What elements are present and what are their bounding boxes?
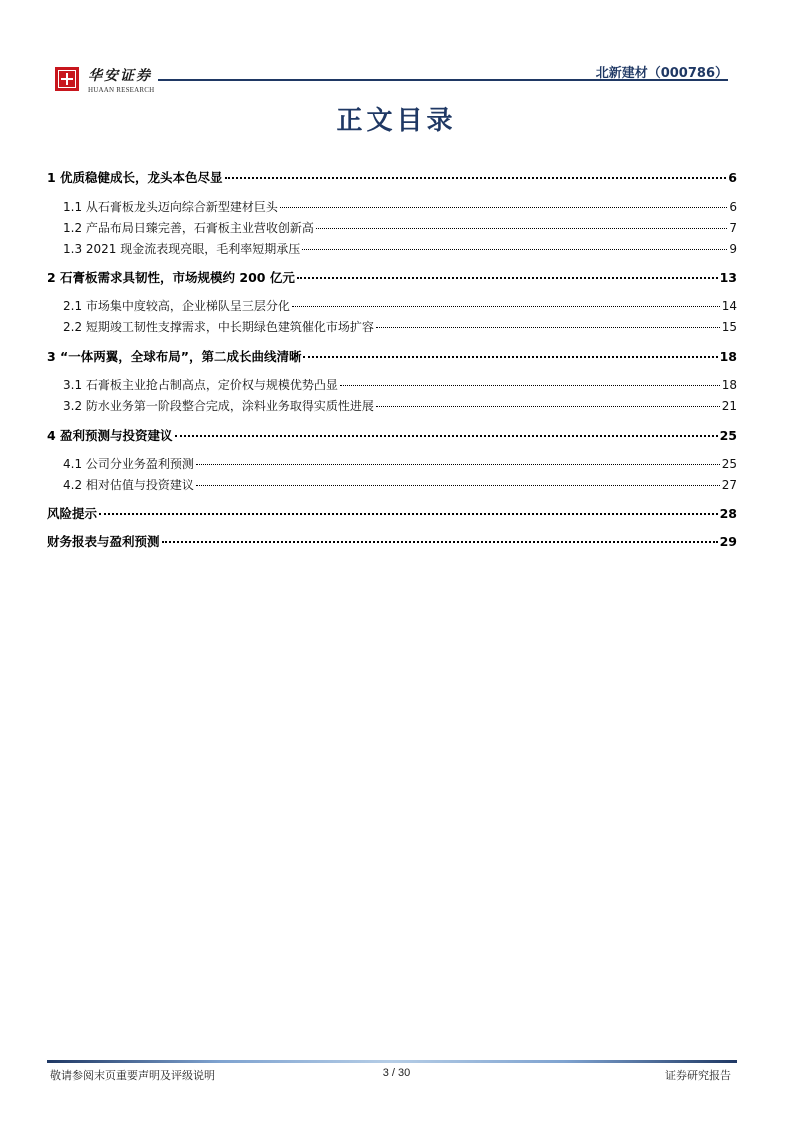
toc-entry-3-1[interactable] [47, 376, 737, 393]
page-indicator: 3 / 30 [382, 1067, 411, 1079]
toc-entry-2-1[interactable] [47, 297, 737, 314]
toc-label: 4.2 相对估值与投资建议 [63, 478, 194, 492]
page-header [0, 0, 793, 100]
dot-leader [280, 207, 727, 208]
toc-entry-financials[interactable] [47, 532, 737, 550]
dot-leader [175, 435, 718, 437]
dot-leader [297, 277, 718, 279]
footer-disclaimer: 敬请参阅末页重要声明及评级说明 [50, 1069, 215, 1082]
toc-page: 13 [719, 270, 737, 285]
toc-label: 1.1 从石膏板龙头迈向综合新型建材巨头 [63, 200, 278, 214]
toc-page: 29 [719, 534, 737, 549]
dot-leader [376, 327, 720, 328]
huaan-logo-icon [55, 67, 79, 91]
toc-label: 2.1 市场集中度较高，企业梯队呈三层分化 [63, 299, 290, 313]
toc-entry-1-3[interactable] [47, 240, 737, 257]
toc-label: 3.2 防水业务第一阶段整合完成，涂料业务取得实质性进展 [63, 399, 374, 413]
toc-entry-4-2[interactable] [47, 476, 737, 493]
toc-page: 14 [721, 299, 737, 313]
toc-label: 4.1 公司分业务盈利预测 [63, 457, 194, 471]
toc-label: 1.3 2021 现金流表现亮眼，毛利率短期承压 [63, 242, 301, 256]
toc-label: 3 “一体两翼，全球布局”，第二成长曲线清晰 [47, 349, 302, 364]
dot-leader [376, 406, 720, 407]
toc-page: 25 [719, 428, 737, 443]
dot-leader [162, 541, 718, 543]
toc-page: 21 [721, 399, 737, 413]
toc-page: 18 [721, 378, 737, 392]
toc-entry-1-1[interactable] [47, 198, 737, 215]
dot-leader [303, 356, 717, 358]
logo-english-name: HUAAN RESEARCH [88, 86, 155, 94]
toc-page: 27 [721, 478, 737, 492]
toc-page: 15 [721, 320, 737, 334]
toc-label: 3.1 石膏板主业抢占制高点，定价权与规模优势凸显 [63, 378, 338, 392]
toc-entry-3[interactable] [47, 347, 737, 365]
toc-page: 6 [729, 200, 737, 214]
dot-leader [225, 177, 727, 179]
toc-page: 9 [729, 242, 737, 256]
toc-entry-1-2[interactable] [47, 219, 737, 236]
dot-leader [99, 513, 718, 515]
toc-label: 财务报表与盈利预测 [47, 534, 160, 549]
logo-chinese-name: 华安证券 [88, 68, 152, 84]
toc-label: 2.2 短期竣工韧性支撑需求，中长期绿色建筑催化市场扩容 [63, 320, 374, 334]
toc-label: 4 盈利预测与投资建议 [47, 428, 173, 443]
toc-page: 28 [719, 506, 737, 521]
toc-entry-1[interactable] [47, 168, 737, 186]
toc-entry-3-2[interactable] [47, 397, 737, 414]
footer-report-type: 证券研究报告 [665, 1069, 731, 1082]
page-title: 正文目录 [336, 106, 457, 136]
footer-divider [47, 1060, 737, 1063]
dot-leader [316, 228, 727, 229]
dot-leader [196, 485, 720, 486]
dot-leader [302, 249, 727, 250]
toc-page: 6 [728, 170, 737, 185]
toc-entry-2[interactable] [47, 268, 737, 286]
dot-leader [340, 385, 720, 386]
toc-entry-2-2[interactable] [47, 318, 737, 335]
toc-label: 1.2 产品布局日臻完善，石膏板主业营收创新高 [63, 221, 314, 235]
toc-page: 18 [719, 349, 737, 364]
toc-entry-risk[interactable] [47, 504, 737, 522]
toc-page: 7 [729, 221, 737, 235]
toc-label: 风险提示 [47, 506, 98, 521]
dot-leader [292, 306, 720, 307]
toc-entry-4-1[interactable] [47, 455, 737, 472]
dot-leader [196, 464, 720, 465]
toc-entry-4[interactable] [47, 426, 737, 444]
toc-label: 2 石膏板需求具韧性，市场规模约 200 亿元 [47, 270, 295, 285]
toc-page: 25 [721, 457, 737, 471]
toc-label: 1 优质稳健成长，龙头本色尽显 [47, 170, 223, 185]
company-ticker: 北新建材（000786） [595, 66, 728, 81]
